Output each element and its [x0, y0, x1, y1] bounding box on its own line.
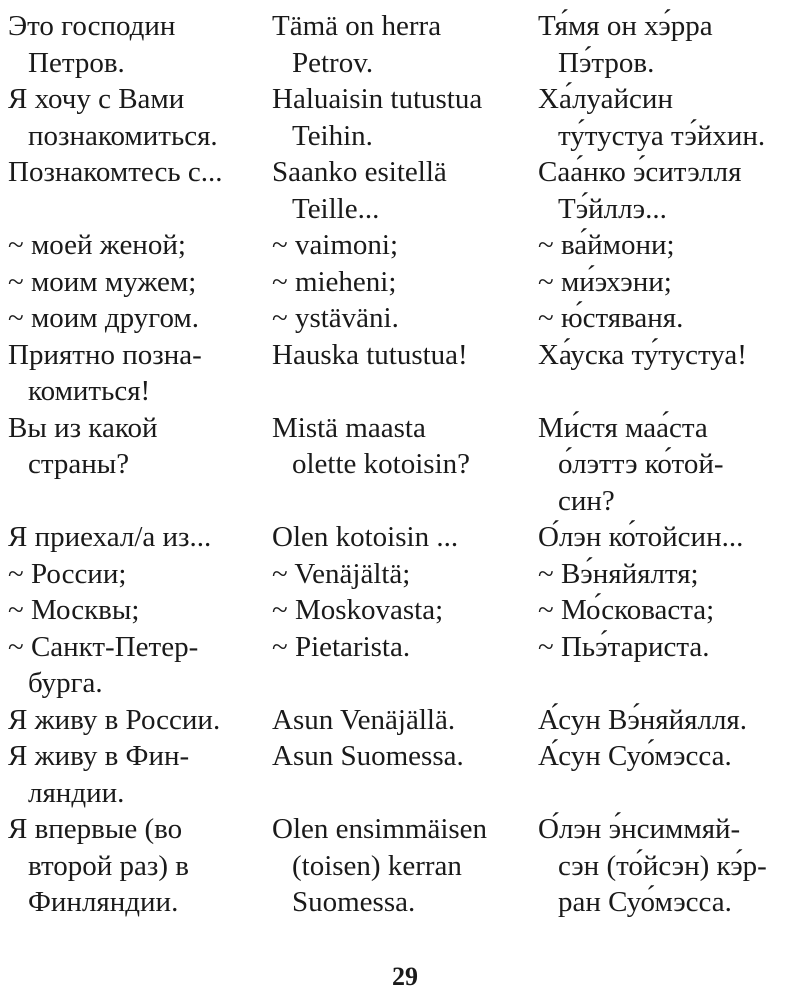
- russian-phrase-line: комиться!: [28, 375, 151, 407]
- finnish-phrase: [272, 811, 538, 921]
- finnish-phrase-line: Olen ensimmäisen: [272, 813, 488, 845]
- finnish-phrase-line: Tämä on herra: [272, 10, 442, 42]
- finnish-phrase-line: Petrov.: [292, 46, 374, 79]
- finnish-phrase-line: (toisen) kerran: [292, 849, 462, 882]
- russian-phrase-line: Это господин: [8, 10, 176, 42]
- finnish-phrase: [272, 410, 538, 520]
- russian-phrase-line: Я впервые (во: [8, 813, 183, 845]
- transcription-phrase-line: ~ ю́стяваня.: [538, 302, 684, 334]
- transcription-phrase-line: Ха́луайсин: [538, 83, 673, 115]
- finnish-phrase-line: Saanko esitellä: [272, 156, 447, 188]
- russian-phrase-line: Финляндии.: [28, 886, 179, 918]
- finnish-phrase: [272, 519, 538, 556]
- transcription-phrase: [538, 629, 798, 702]
- finnish-phrase: [272, 337, 538, 410]
- finnish-phrase: [272, 264, 538, 301]
- transcription-phrase: [538, 811, 798, 921]
- transcription-phrase: [538, 738, 798, 811]
- russian-phrase-line: Я живу в Фин-: [8, 740, 190, 772]
- transcription-phrase-line: Тя́мя он хэ́рра: [538, 10, 713, 42]
- phrase-row: [8, 264, 798, 301]
- russian-phrase-line: ~ Москвы;: [8, 594, 140, 626]
- transcription-phrase: [538, 81, 798, 154]
- phrase-row: [8, 81, 798, 154]
- page-number: 29: [392, 962, 418, 991]
- finnish-phrase: [272, 592, 538, 629]
- russian-phrase: [8, 8, 272, 81]
- transcription-phrase-line: ту́тустуа тэ́йхин.: [558, 119, 766, 152]
- transcription-phrase: [538, 154, 798, 227]
- transcription-phrase: [538, 264, 798, 301]
- finnish-phrase: [272, 8, 538, 81]
- transcription-phrase: [538, 8, 798, 81]
- phrase-row: [8, 738, 798, 811]
- transcription-phrase-line: ~ ми́эхэни;: [538, 265, 672, 298]
- phrase-row: [8, 592, 798, 629]
- phrase-row: [8, 519, 798, 556]
- phrase-row: [8, 154, 798, 227]
- russian-phrase-line: Я хочу с Вами: [8, 83, 185, 115]
- finnish-phrase-line: ~ vaimoni;: [272, 229, 399, 261]
- russian-phrase-line: ~ России;: [8, 557, 127, 590]
- finnish-phrase: [272, 629, 538, 702]
- russian-phrase: [8, 337, 272, 410]
- russian-phrase: [8, 81, 272, 154]
- finnish-phrase-line: Haluaisin tutustua: [272, 83, 483, 115]
- finnish-phrase-line: olette kotoisin?: [292, 448, 470, 480]
- transcription-phrase-line: Тэ́йллэ...: [558, 192, 667, 225]
- russian-phrase: [8, 227, 272, 264]
- transcription-phrase-line: ~ ва́ймони;: [538, 229, 675, 261]
- transcription-phrase: [538, 519, 798, 556]
- phrase-row: [8, 702, 798, 739]
- transcription-phrase-line: Ми́стя маа́ста: [538, 411, 708, 444]
- finnish-phrase: [272, 738, 538, 811]
- russian-phrase-line: Приятно позна-: [8, 338, 202, 371]
- finnish-phrase-line: Suomessa.: [292, 886, 416, 918]
- finnish-phrase: [272, 300, 538, 337]
- transcription-phrase: [538, 592, 798, 629]
- finnish-phrase: [272, 81, 538, 154]
- phrase-row: [8, 227, 798, 264]
- transcription-phrase-line: О́лэн ко́тойсин...: [538, 521, 744, 553]
- transcription-phrase: [538, 337, 798, 410]
- russian-phrase-line: Я приехал/а из...: [8, 521, 212, 553]
- russian-phrase: [8, 592, 272, 629]
- russian-phrase-line: познакомиться.: [28, 119, 218, 152]
- finnish-phrase-line: Teille...: [292, 192, 380, 225]
- russian-phrase: [8, 629, 272, 702]
- transcription-phrase-line: ~ Вэ́няйялтя;: [538, 557, 699, 590]
- transcription-phrase-line: Пэ́тров.: [558, 46, 655, 79]
- transcription-phrase: [538, 300, 798, 337]
- transcription-phrase-line: А́сун Суо́мэсса.: [538, 740, 732, 772]
- transcription-phrase-line: Саа́нко э́ситэлля: [538, 156, 742, 188]
- phrase-row: [8, 410, 798, 520]
- russian-phrase: [8, 702, 272, 739]
- russian-phrase: [8, 738, 272, 811]
- transcription-phrase-line: ~ Пьэ́тариста.: [538, 630, 710, 663]
- finnish-phrase-line: ~ Pietarista.: [272, 630, 411, 663]
- transcription-phrase-line: син?: [558, 484, 615, 517]
- russian-phrase-line: второй раз) в: [28, 849, 189, 882]
- finnish-phrase-line: Asun Venäjällä.: [272, 703, 456, 736]
- transcription-phrase-line: ~ Мо́сковаста;: [538, 594, 715, 626]
- phrase-row: [8, 629, 798, 702]
- phrase-row: [8, 8, 798, 81]
- phrase-row: [8, 300, 798, 337]
- finnish-phrase: [272, 227, 538, 264]
- russian-phrase-line: страны?: [28, 448, 130, 480]
- finnish-phrase-line: Mistä maasta: [272, 411, 426, 444]
- transcription-phrase: [538, 556, 798, 593]
- transcription-phrase: [538, 702, 798, 739]
- finnish-phrase-line: ~ Venäjältä;: [272, 557, 411, 590]
- russian-phrase-line: ~ моей женой;: [8, 229, 186, 261]
- transcription-phrase-line: Ха́уска ту́тустуа!: [538, 338, 747, 371]
- transcription-phrase: [538, 410, 798, 520]
- finnish-phrase-line: Teihin.: [292, 119, 373, 152]
- russian-phrase-line: ~ моим другом.: [8, 302, 200, 334]
- finnish-phrase: [272, 154, 538, 227]
- finnish-phrase: [272, 556, 538, 593]
- russian-phrase-line: ляндии.: [28, 776, 125, 809]
- transcription-phrase-line: А́сун Вэ́няйялля.: [538, 703, 748, 736]
- finnish-phrase-line: ~ ystäväni.: [272, 302, 399, 334]
- russian-phrase: [8, 519, 272, 556]
- transcription-phrase-line: о́лэттэ ко́той-: [558, 448, 724, 480]
- phrase-table: [8, 8, 798, 921]
- finnish-phrase-line: Olen kotoisin ...: [272, 521, 459, 553]
- russian-phrase-line: Петров.: [28, 46, 125, 79]
- phrase-row: [8, 811, 798, 921]
- phrase-table-body: [8, 8, 798, 921]
- transcription-phrase-line: ран Суо́мэсса.: [558, 886, 732, 918]
- transcription-phrase: [538, 227, 798, 264]
- finnish-phrase-line: Hauska tutustua!: [272, 338, 468, 371]
- finnish-phrase-line: Asun Suomessa.: [272, 740, 464, 772]
- transcription-phrase-line: О́лэн э́нсиммяй-: [538, 813, 741, 845]
- russian-phrase: [8, 556, 272, 593]
- russian-phrase: [8, 154, 272, 227]
- russian-phrase: [8, 410, 272, 520]
- russian-phrase-line: ~ моим мужем;: [8, 265, 197, 298]
- russian-phrase: [8, 811, 272, 921]
- phrase-row: [8, 556, 798, 593]
- russian-phrase: [8, 264, 272, 301]
- russian-phrase: [8, 300, 272, 337]
- russian-phrase-line: Вы из какой: [8, 411, 158, 444]
- finnish-phrase-line: ~ mieheni;: [272, 265, 397, 298]
- russian-phrase-line: бурга.: [28, 667, 103, 699]
- russian-phrase-line: Я живу в России.: [8, 703, 221, 736]
- phrase-row: [8, 337, 798, 410]
- russian-phrase-line: ~ Санкт-Петер-: [8, 630, 199, 663]
- russian-phrase-line: Познакомтесь с...: [8, 156, 223, 188]
- finnish-phrase-line: ~ Moskovasta;: [272, 594, 444, 626]
- transcription-phrase-line: сэн (то́йсэн) кэ́р-: [558, 849, 767, 882]
- finnish-phrase: [272, 702, 538, 739]
